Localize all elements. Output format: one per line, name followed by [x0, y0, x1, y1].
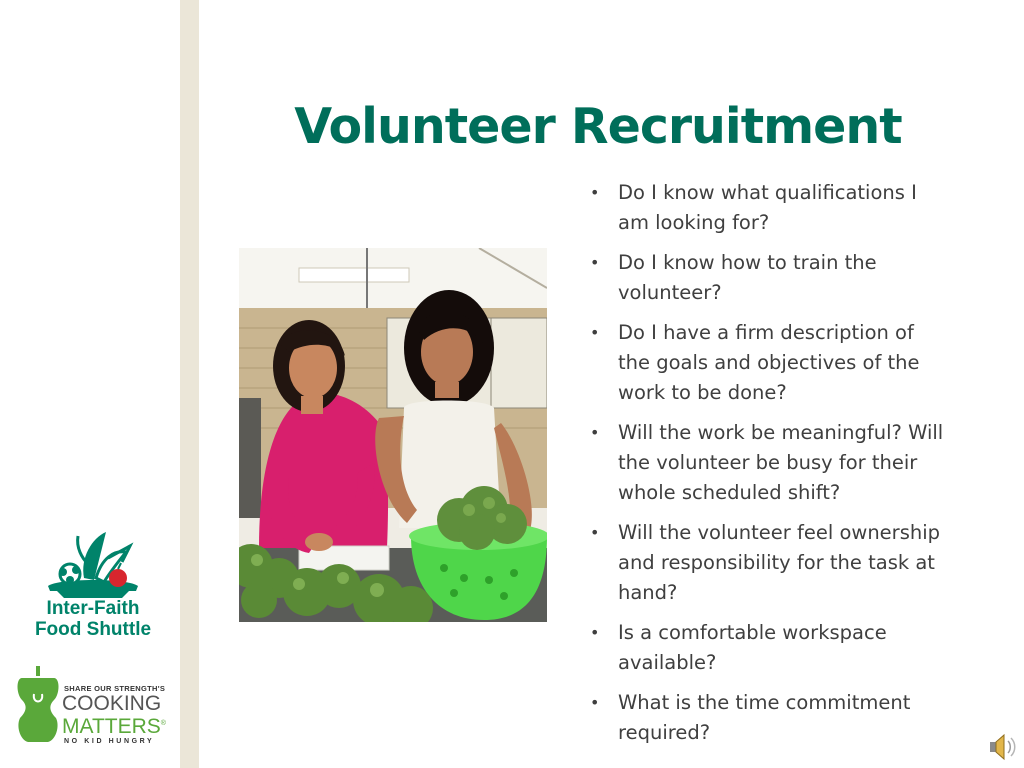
cooking-matters-matters	[62, 714, 166, 737]
vegetable-basket-icon	[18, 528, 168, 598]
bullet-list	[588, 178, 948, 758]
bullet-dot: •	[590, 183, 600, 202]
cooking-matters-logo	[14, 664, 176, 748]
speaker-icon[interactable]	[988, 732, 1020, 762]
cooking-matters-top: SHARE OUR STRENGTH'S	[64, 684, 166, 693]
list-item	[588, 618, 948, 678]
slide-title: Volunteer Recruitment	[294, 98, 902, 155]
cooking-matters-matters-text: MATTERS	[62, 715, 161, 738]
side-strip	[180, 0, 199, 768]
bullet-text: Is a comfortable workspace available?	[618, 621, 887, 674]
bullet-text: Do I know what qualifications I am looking for?	[618, 181, 917, 234]
bullet-text: Will the work be meaningful? Will the volunteer be busy for their whole scheduled shift?	[618, 421, 944, 504]
list-item	[588, 248, 948, 308]
apple-core-icon	[14, 664, 62, 744]
interfaith-line1: Inter-Faith	[46, 598, 140, 619]
list-item	[588, 688, 948, 748]
bullet-text: Do I have a firm description of the goals and objectives of the work to be done?	[618, 321, 920, 404]
volunteers-photo	[239, 248, 547, 622]
interfaith-line2: Food Shuttle	[34, 619, 152, 640]
interfaith-name	[18, 598, 168, 640]
bullet-dot: •	[590, 623, 600, 642]
bullet-dot: •	[590, 523, 600, 542]
bullet-dot: •	[590, 253, 600, 272]
bullet-text: Will the volunteer feel ownership and responsibility for the task at hand?	[618, 521, 941, 604]
list-item	[588, 178, 948, 238]
cooking-matters-tagline: NO KID HUNGRY	[64, 738, 155, 745]
registered-mark: ®	[160, 720, 166, 727]
list-item	[588, 418, 948, 508]
cooking-matters-cooking: COOKING	[62, 692, 162, 715]
bullet-dot: •	[590, 423, 600, 442]
interfaith-logo	[18, 528, 168, 648]
bullet-text: Do I know how to train the volunteer?	[618, 251, 877, 304]
bullet-text: What is the time commitment required?	[618, 691, 911, 744]
list-item	[588, 318, 948, 408]
list-item	[588, 518, 948, 608]
bullet-dot: •	[590, 693, 600, 712]
bullet-dot: •	[590, 323, 600, 342]
